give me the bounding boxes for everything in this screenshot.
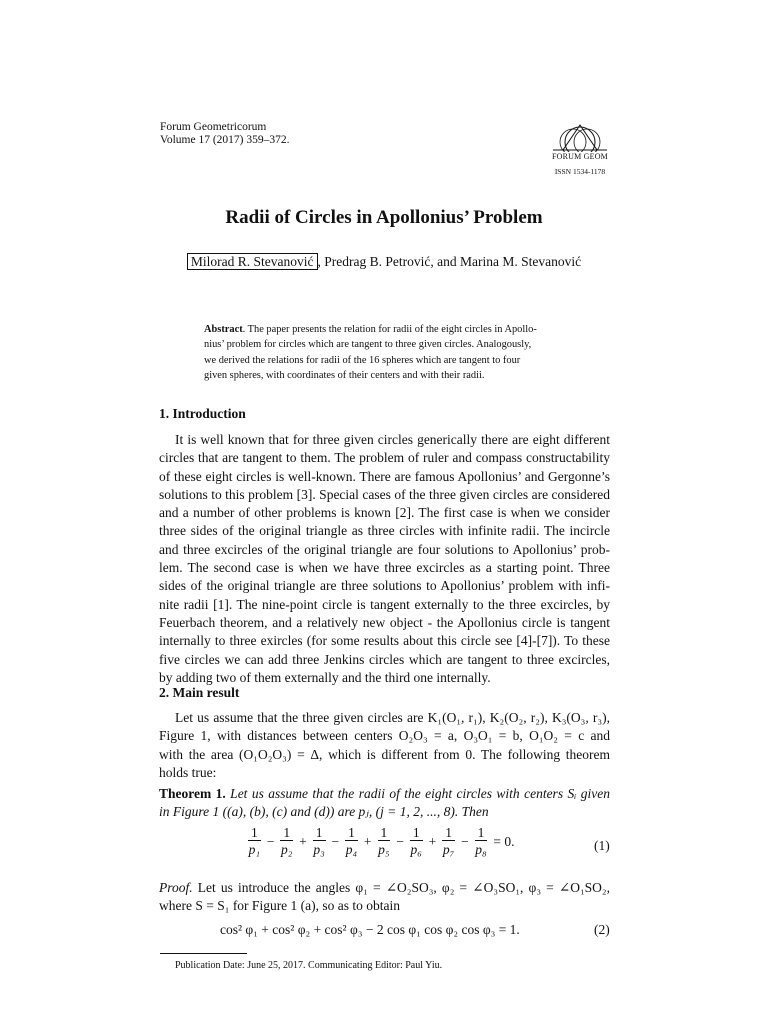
proof-line: where S = S₁ for Figure 1 (a), so as to obtain <box>159 898 401 914</box>
abstract-line: we derived the relations for radii of the 16 spheres which are tangent to four <box>204 354 521 366</box>
text-line: with the area (O₁O₂O₃) = Δ, which is different from 0. The following theorem <box>159 746 610 762</box>
operator: − <box>266 834 275 849</box>
paper-title: Radii of Circles in Apollonius’ Problem <box>225 207 543 228</box>
text-line: holds true: <box>159 764 217 780</box>
footnote: Publication Date: June 25, 2017. Communicating Editor: Paul Yiu. <box>175 960 443 971</box>
text-line: and three excircles of the original triangle are four solutions to Apollonius’ prob- <box>159 541 610 557</box>
abstract-line: nius’ problem for circles which are tangent to three given circles. Analogously, <box>204 339 532 351</box>
text-line: and a number of other problems is known [2]. The first case is when we consider <box>159 505 610 521</box>
fraction-term: $\frac{1}{\text{p₄}}$ <box>345 825 358 857</box>
equation-rhs: = 0. <box>493 834 515 849</box>
fraction-term: $\frac{1}{\text{p₅}}$ <box>378 825 390 857</box>
text-line: three sides of the original triangle as three circles with infinite radii. The incircle <box>159 523 610 539</box>
text-line: Feuerbach theorem, and a relatively new object - the Apollonius circle is tangent <box>159 614 610 630</box>
section-heading-main-result: 2. Main result <box>159 685 240 700</box>
text-line: of these eight circles is well-known. There are famous Apollonius’ and Gergonne’s <box>159 468 610 484</box>
operator: − <box>461 834 469 849</box>
proof <box>159 879 610 916</box>
proof-label: Proof. <box>159 880 193 895</box>
theorem-1 <box>159 785 610 822</box>
abstract-line: given spheres, with coordinates of their centers and with their radii. <box>204 370 485 382</box>
main-result-paragraph <box>159 709 610 782</box>
text-line: by adding two of them externally and the third one internally. <box>159 669 491 685</box>
abstract-line: . The paper presents the relation for radii of the eight circles in Apollo- <box>242 324 537 335</box>
issn: ISSN 1534-1178 <box>554 167 606 176</box>
equation-number: (2) <box>594 922 610 937</box>
fraction-term: $\frac{1}{\text{p₃}}$ <box>313 825 325 857</box>
abstract-label: Abstract <box>204 324 243 335</box>
text-line: lem. The second case is when we have three excircles as a starting point. Three <box>159 560 610 576</box>
text-line: internally to three exircles (for some results about this circle see [4]-[7]). To these <box>159 633 610 649</box>
logo-triangle-icon <box>549 122 611 152</box>
fraction-term: $\frac{1}{\text{p₁}}$ <box>248 825 261 857</box>
text-line: five circles we can add three Jenkins circles which are tangent to three excircles, <box>159 651 610 667</box>
abstract <box>204 322 570 384</box>
author-names-rest: , Predrag B. Petrović, and Marina M. Stevanović <box>317 254 582 269</box>
equation-2: cos² φ₁ + cos² φ₂ + cos² φ₃ − 2 cos φ₁ cos φ₂ cos φ₃ = 1. <box>220 922 520 937</box>
theorem-text: Let us assume that the radii of the eight circles with centers Sᵢ given <box>225 786 610 801</box>
equation-1 <box>246 826 519 858</box>
operator: + <box>299 834 307 849</box>
journal-volume: Volume 17 (2017) 359–372. <box>160 134 290 146</box>
operator: − <box>396 834 404 849</box>
proof-line <box>159 879 610 897</box>
fraction-term: $\frac{1}{\text{p₆}}$ <box>410 825 422 857</box>
text-line: Figure 1, with distances between centers O₂O₃ = a, O₃O₁ = b, O₁O₂ = c and <box>159 728 610 744</box>
operator: + <box>363 834 372 849</box>
text-line: solutions to this problem [3]. Special cases of the three given circles are considered <box>159 486 610 502</box>
fraction-term: $\frac{1}{\text{p₇}}$ <box>442 825 455 857</box>
theorem-line: in Figure 1 ((a), (b), (c) and (d)) are pⱼ, (j = 1, 2, ..., 8). Then <box>159 804 489 820</box>
theorem-line <box>159 785 610 803</box>
author-link-boxed[interactable]: Milorad R. Stevanović <box>187 253 318 270</box>
text-line: It is well known that for three given circles generically there are eight different <box>175 432 610 447</box>
operator: − <box>331 834 340 849</box>
fraction-term: $\frac{1}{\text{p₈}}$ <box>475 825 487 857</box>
theorem-label: Theorem 1. <box>159 786 226 801</box>
logo-text: FORUM GEOM <box>551 152 608 161</box>
section-heading-introduction: 1. Introduction <box>159 406 246 421</box>
journal-name: Forum Geometricorum <box>160 121 267 133</box>
text-line: nite radii [1]. The nine-point circle is tangent externally to the three excircles, by <box>159 596 610 612</box>
equation-number: (1) <box>594 838 610 853</box>
fraction-term: $\frac{1}{\text{p₂}}$ <box>281 825 293 857</box>
text-line: circles that are tangent to them. The problem of ruler and compass constructability <box>159 450 610 466</box>
author-list <box>0 254 768 270</box>
text-line: sides of the original triangle are three solutions to Apollonius’ problem with infi- <box>159 578 610 594</box>
proof-text: Let us introduce the angles φ₁ = ∠O₂SO₃, φ₂ = ∠O₃SO₁, φ₃ = ∠O₁SO₂, <box>192 880 610 895</box>
introduction-paragraph <box>159 431 610 687</box>
operator: + <box>428 834 437 849</box>
journal-info <box>160 121 289 147</box>
footnote-rule <box>160 953 247 954</box>
forum-geom-logo <box>545 122 615 176</box>
text-line: Let us assume that the three given circles are K₁(O₁, r₁), K₂(O₂, r₂), K₃(O₃, r₃), <box>175 710 610 725</box>
